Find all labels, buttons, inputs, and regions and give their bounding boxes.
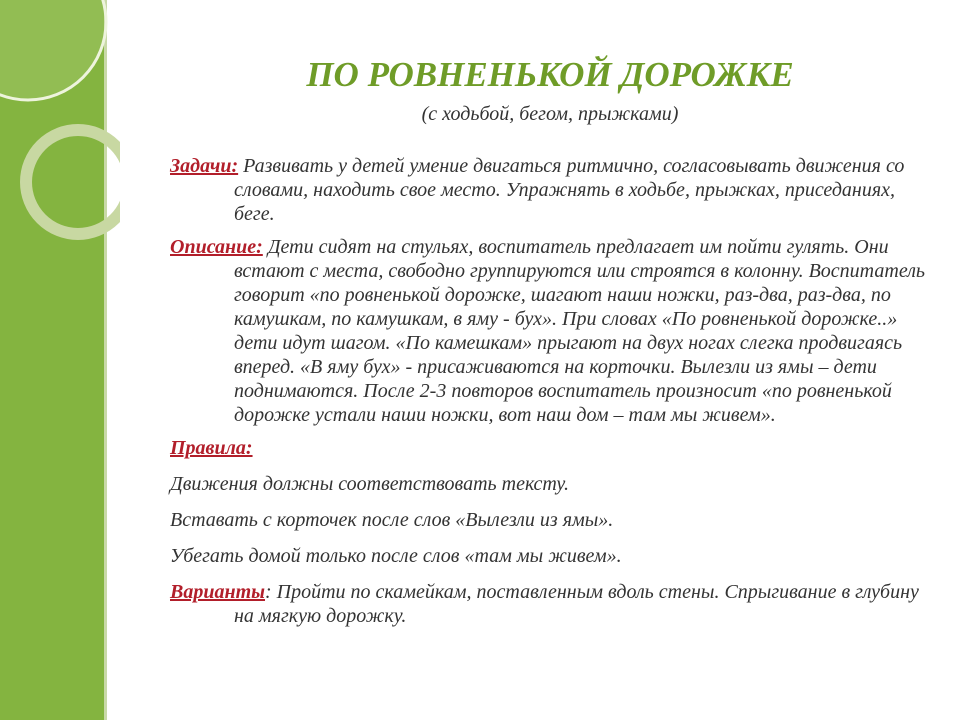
rules-label: Правила: <box>170 437 253 459</box>
tasks-label: Задачи: <box>170 155 239 177</box>
description-paragraph <box>170 235 930 427</box>
variants-label: Варианты <box>170 581 265 603</box>
description-label: Описание: <box>170 236 263 258</box>
rule-item: Движения должны соответствовать тексту. <box>170 473 569 495</box>
decorative-rings-icon <box>0 0 120 300</box>
rule-item: Вставать с корточек после слов «Вылезли из ямы». <box>170 509 614 531</box>
content-body <box>170 154 930 637</box>
page-title: ПО РОВНЕНЬКОЙ ДОРОЖКЕ <box>306 55 794 94</box>
variants-paragraph <box>170 580 930 628</box>
rules-heading <box>170 436 930 460</box>
large-ring-icon <box>0 0 106 100</box>
rule-item: Убегать домой только после слов «там мы живем». <box>170 545 622 567</box>
page-subtitle: (с ходьбой, бегом, прыжками) <box>421 103 679 125</box>
tasks-paragraph <box>170 154 930 226</box>
small-ring-icon <box>26 130 120 234</box>
description-text: Дети сидят на стульях, воспитатель предлагает им пойти гулять. Они встают с места, свободно группируются или строятся в колонну. Воспитатель говорит «по ровненькой дорожке, шагают наши ножки, раз-два, раз-два, по камушкам, по камушкам, в яму - бух». При словах «По ровненькой дорожке..» дети идут шагом. «По камешкам» прыгают на двух ногах слегка продвигаясь вперед. «В яму бух» - присаживаются на корточки. Вылезли из ямы – дети поднимаются. После 2-3 повторов воспитатель произносит «по ровненькой дорожке устали наши ножки, вот наш дом – там мы живем». <box>234 236 926 426</box>
variants-text: : Пройти по скамейкам, поставленным вдоль стены. Спрыгивание в глубину на мягкую дорожку. <box>234 581 919 627</box>
tasks-text: Развивать у детей умение двигаться ритмично, согласовывать движения со словами, находить свое место. Упражнять в ходьбе, прыжках, приседаниях, беге. <box>234 155 905 225</box>
